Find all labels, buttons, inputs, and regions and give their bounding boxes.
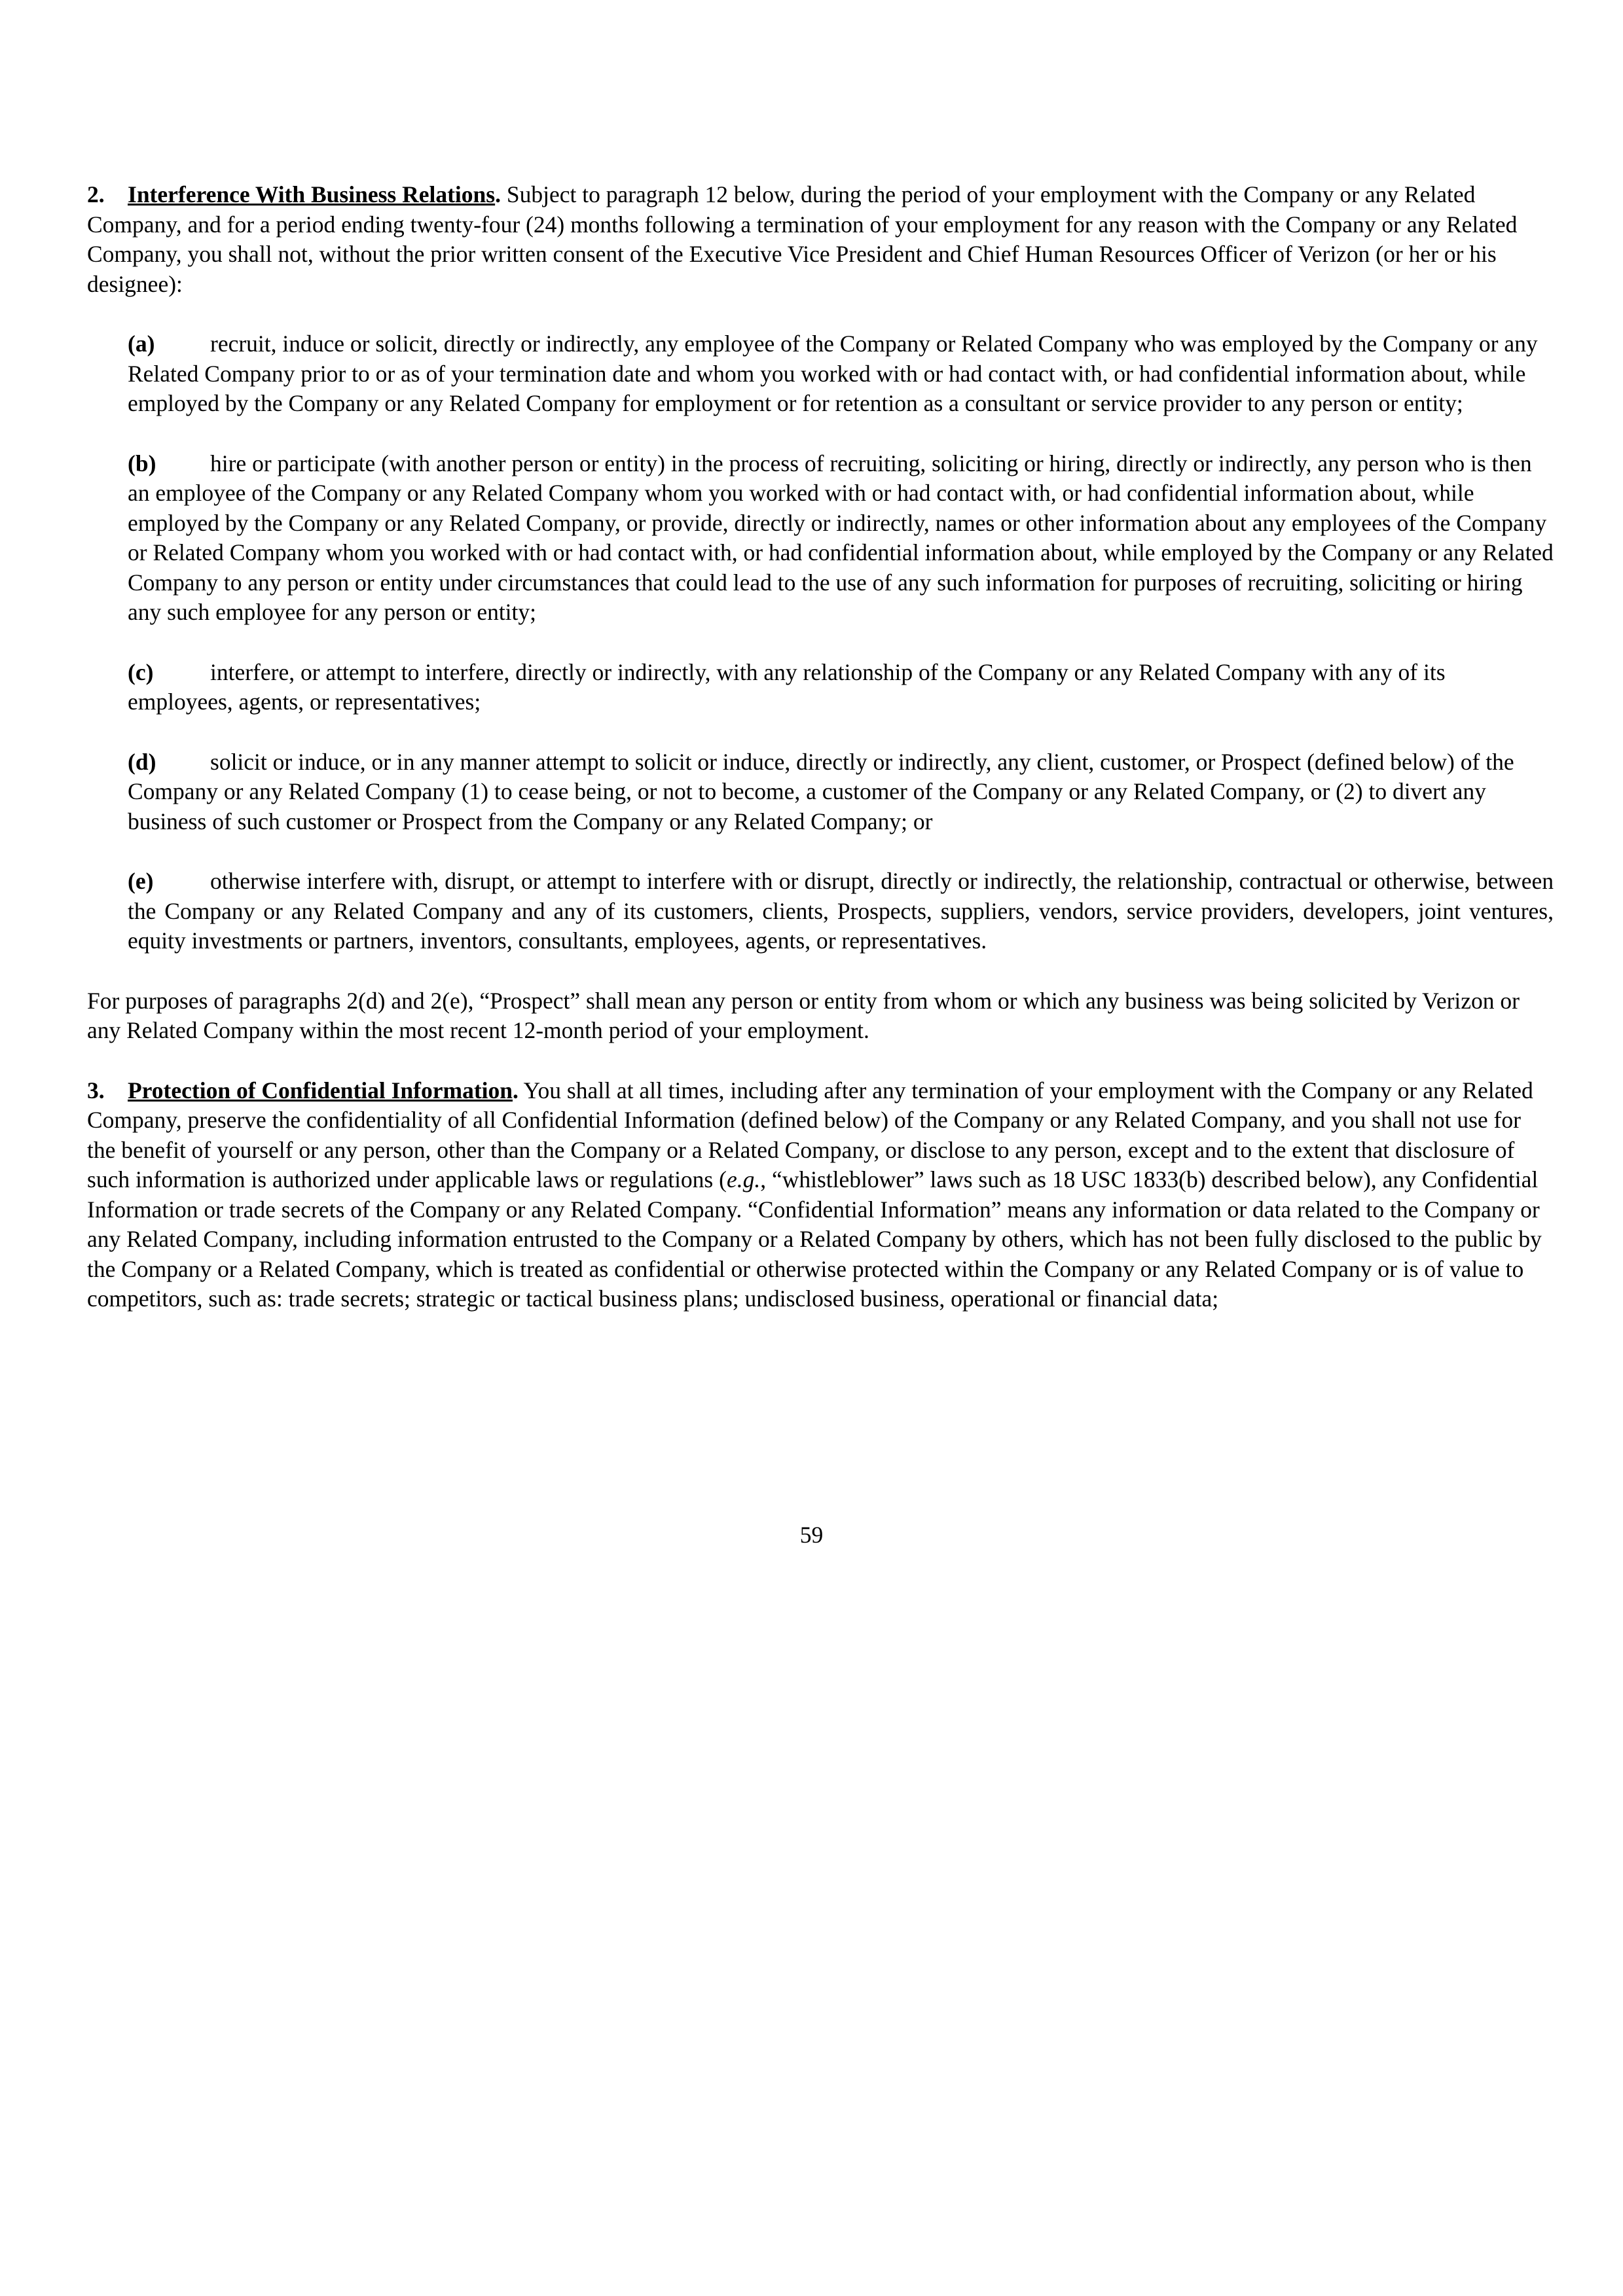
section-2-number: 2. bbox=[87, 181, 105, 207]
item-c-label: (c) bbox=[128, 658, 154, 685]
item-d-label: (d) bbox=[128, 748, 156, 775]
item-a-label: (a) bbox=[128, 331, 155, 357]
item-d-text: solicit or induce, or in any manner attempt to solicit or induce, directly or indirectly, any client, customer, or Prospect (defined below) of the Company or any Related Company (1) to cease being, or not to become, a customer of the Company or any Related Company, or (2) to divert any business of such customer or Prospect from the Company or any Related Company; or bbox=[128, 748, 1514, 834]
section-3-text-part2: , “whistleblower” laws such as 18 USC 1833(b) described below), any Confidential Information or trade secrets of the Company or any Related Company. “Confidential Information” means any information or data related to the Company or any Related Company, including information entrusted to the Company or a Related Company by others, which has not been fully disclosed to the public by the Company or a Related Company, which is treated as confidential or otherwise protected within the Company or any Related Company or is of value to competitors, such as: trade secrets; strategic or tactical business plans; undisclosed business, operational or financial data; bbox=[87, 1166, 1542, 1312]
section-2-item-c bbox=[128, 658, 1554, 717]
item-e-label: (e) bbox=[128, 868, 154, 894]
section-3-heading-period: . bbox=[513, 1077, 519, 1103]
section-3-body bbox=[87, 1076, 1554, 1314]
section-2-item-e bbox=[128, 867, 1554, 956]
section-2-intro bbox=[87, 180, 1554, 299]
section-3-text-part1: You shall at all times, including after any termination of your employment with the Company or any Related Company, preserve the confidentiality of all Confidential Information (defined below) of the Company or any Related Company, and you shall not use for the benefit of yourself or any person, other than the Company or a Related Company, or disclose to any person, except and to the extent that disclosure of such information is authorized under applicable laws or regulations ( bbox=[87, 1077, 1533, 1193]
section-3-text-italic: e.g. bbox=[726, 1166, 761, 1193]
section-2-item-b bbox=[128, 449, 1554, 628]
section-2-heading: Interference With Business Relations bbox=[128, 181, 496, 207]
section-2-item-d bbox=[128, 747, 1554, 837]
item-e-text: otherwise interfere with, disrupt, or attempt to interfere with or disrupt, directly or indirectly, the relationship, contractual or otherwise, between the Company or any Related Company and any of its customers, clients, Prospects, suppliers, vendors, service providers, developers, joint ventures, equity investments or partners, inventors, consultants, employees, agents, or representatives. bbox=[128, 868, 1554, 954]
section-2-heading-period: . bbox=[495, 181, 501, 207]
item-b-text: hire or participate (with another person or entity) in the process of recruiting, soliciting or hiring, directly or indirectly, any person who is then an employee of the Company or any Related Company whom you worked with or had contact with, or had confidential information about, while employed by the Company or any Related Company, or provide, directly or indirectly, names or other information about any employees of the Company or Related Company whom you worked with or had contact with, or had confidential information about, while employed by the Company or any Related Company to any person or entity under circumstances that could lead to the use of any such information for purposes of recruiting, soliciting or hiring any such employee for any person or entity; bbox=[128, 450, 1554, 625]
section-3-number: 3. bbox=[87, 1077, 105, 1103]
item-c-text: interfere, or attempt to interfere, directly or indirectly, with any relationship of the Company or any Related Company with any of its employees, agents, or representatives; bbox=[128, 658, 1446, 715]
section-3-heading: Protection of Confidential Information bbox=[128, 1077, 513, 1103]
item-b-label: (b) bbox=[128, 450, 156, 476]
item-a-text: recruit, induce or solicit, directly or indirectly, any employee of the Company or Related Company who was employed by the Company or any Related Company prior to or as of your termination date and whom you worked with or had contact with, or had confidential information about, while employed by the Company or any Related Company for employment or for retention as a consultant or service provider to any person or entity; bbox=[128, 331, 1538, 416]
section-2-intro-text: Subject to paragraph 12 below, during the period of your employment with the Company or any Related Company, and for a period ending twenty-four (24) months following a termination of your employment for any reason with the Company or any Related Company, you shall not, without the prior written consent of the Executive Vice President and Chief Human Resources Officer of Verizon (or her or his designee): bbox=[87, 181, 1518, 297]
prospect-definition: For purposes of paragraphs 2(d) and 2(e), “Prospect” shall mean any person or entity from whom or which any business was being solicited by Verizon or any Related Company within the most recent 12-month period of your employment. bbox=[87, 987, 1520, 1043]
section-2-item-a bbox=[128, 329, 1554, 419]
document-body bbox=[87, 180, 1554, 1344]
page-number: 59 bbox=[799, 1522, 824, 1548]
